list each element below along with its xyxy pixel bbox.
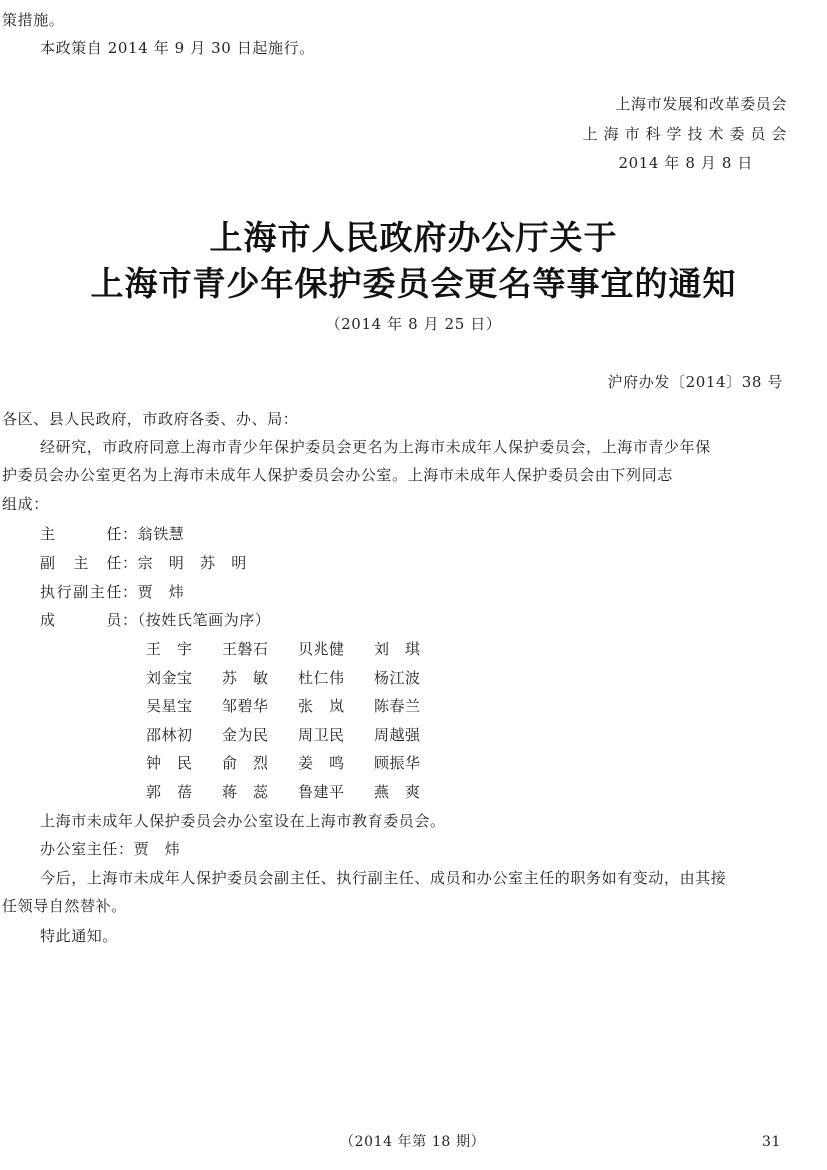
member-name: 燕 爽 (374, 783, 421, 801)
member-name: 邵林初 (146, 726, 193, 744)
member-row (146, 782, 450, 802)
role-value: 翁铁慧 (137, 525, 185, 543)
role-value: 宗 明 苏 明 (137, 554, 247, 572)
member-row (146, 725, 450, 745)
page-number: 31 (762, 1134, 782, 1150)
prev-text-line-1: 策措施。 (2, 11, 65, 29)
member-name: 邹碧华 (222, 697, 269, 715)
member-name: 刘金宝 (146, 669, 193, 687)
closing: 特此通知。 (40, 927, 119, 945)
paragraph-1-line-1: 经研究，市政府同意上海市青少年保护委员会更名为上海市未成年人保护委员会，上海市青少年保 (40, 438, 711, 456)
office-director: 办公室主任：贾 炜 (40, 840, 181, 858)
member-name: 杨江波 (374, 669, 421, 687)
role-separator: ： (122, 525, 138, 543)
member-name: 周越强 (374, 726, 421, 744)
member-name: 鲁建平 (298, 783, 345, 801)
member-row (146, 753, 450, 773)
notice-title-line-1: 上海市人民政府办公厅关于 (209, 218, 618, 257)
addressee: 各区、县人民政府，市政府各委、办、局： (2, 410, 299, 428)
member-row (146, 696, 450, 716)
role-label: 副 主 任 (40, 554, 122, 572)
role-members (40, 610, 271, 630)
paragraph-1-line-2: 护委员会办公室更名为上海市未成年人保护委员会办公室。上海市未成年人保护委员会由下列同志 (2, 466, 673, 484)
member-name: 陈春兰 (374, 697, 421, 715)
member-name: 郭 蓓 (146, 783, 193, 801)
member-name: 苏 敏 (222, 669, 269, 687)
member-row (146, 668, 450, 688)
notice-title-line-2: 上海市青少年保护委员会更名等事宜的通知 (90, 264, 737, 303)
role-value: 贾 炜 (137, 583, 185, 601)
role-separator: ： (122, 554, 138, 572)
role-label: 执行副主任 (40, 583, 122, 601)
paragraph-1-line-3: 组成： (2, 495, 49, 513)
prev-sign-date: 2014 年 8 月 8 日 (618, 154, 753, 172)
issue-number: （2014 年第 18 期） (340, 1134, 486, 1150)
member-name: 吴星宝 (146, 697, 193, 715)
member-name: 贝兆健 (298, 640, 345, 658)
member-name: 周卫民 (298, 726, 345, 744)
member-name: 金为民 (222, 726, 269, 744)
member-row (146, 639, 450, 659)
member-name: 王磐石 (222, 640, 269, 658)
role-director (40, 524, 184, 544)
paragraph-2-line-1: 今后，上海市未成年人保护委员会副主任、执行副主任、成员和办公室主任的职务如有变动，由其接 (40, 869, 727, 887)
member-name: 杜仁伟 (298, 669, 345, 687)
member-name: 钟 民 (146, 754, 193, 772)
member-name: 张 岚 (298, 697, 345, 715)
role-separator: ： (122, 611, 138, 629)
member-name: 俞 烈 (222, 754, 269, 772)
role-label: 主 任 (40, 525, 122, 543)
role-executive-deputy (40, 582, 184, 602)
member-name: 顾振华 (374, 754, 421, 772)
document-number: 沪府办发〔2014〕38 号 (607, 373, 783, 391)
member-name: 王 宇 (146, 640, 193, 658)
member-name: 刘 琪 (374, 640, 421, 658)
role-value: （按姓氏笔画为序） (137, 611, 271, 629)
prev-signatory-2: 上 海 市 科 学 技 术 委 员 会 (582, 125, 787, 143)
paragraph-2-line-2: 任领导自然替补。 (2, 897, 127, 915)
member-name: 蒋 蕊 (222, 783, 269, 801)
member-name: 姜 鸣 (298, 754, 345, 772)
notice-date: （2014 年 8 月 25 日） (325, 315, 502, 333)
office-location: 上海市未成年人保护委员会办公室设在上海市教育委员会。 (40, 812, 446, 830)
prev-effective-date: 本政策自 2014 年 9 月 30 日起施行。 (40, 39, 315, 57)
role-deputy-director (40, 553, 247, 573)
prev-signatory-1: 上海市发展和改革委员会 (615, 95, 787, 113)
role-separator: ： (122, 583, 138, 601)
role-label: 成 员 (40, 611, 122, 629)
